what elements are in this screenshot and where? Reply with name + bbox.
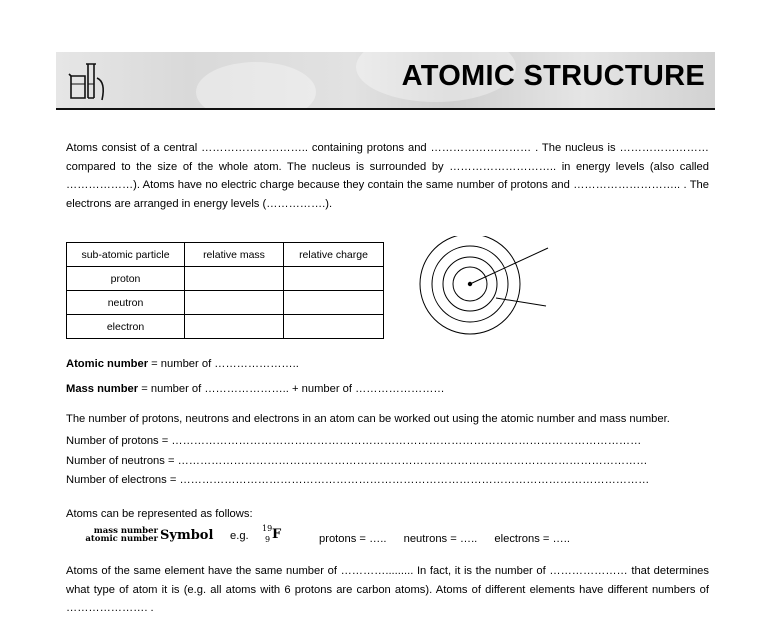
table-row — [67, 267, 384, 291]
table-cell: electron — [67, 315, 185, 339]
table-cell[interactable] — [185, 315, 284, 339]
nuclide-notation — [76, 527, 216, 547]
example-counts — [319, 533, 584, 545]
column-header: relative mass — [185, 243, 284, 267]
protons-count: protons = ….. — [319, 533, 387, 545]
column-header: relative charge — [284, 243, 384, 267]
number-of-protons-line: Number of protons = ……………………………………………………………………………………………………………… — [66, 435, 642, 447]
lab-glassware-icon — [66, 60, 108, 102]
symbol-text: Symbol — [160, 528, 214, 543]
fluorine-example — [262, 524, 288, 548]
representation-intro: Atoms can be represented as follows: — [66, 508, 253, 520]
atomic-number-text: atomic number — [85, 534, 158, 544]
mass-number-blank: = number of ………………….. + number of …………………… — [138, 383, 445, 395]
table-row — [67, 315, 384, 339]
neutrons-count: neutrons = ….. — [403, 533, 478, 545]
number-of-neutrons-line: Number of neutrons = ……………………………………………………………………………………………………………… — [66, 455, 648, 467]
mass-number-definition — [66, 382, 445, 397]
table-cell[interactable] — [185, 267, 284, 291]
table-cell[interactable] — [284, 267, 384, 291]
number-of-electrons-line: Number of electrons = ……………………………………………………………………………………………………………… — [66, 474, 650, 486]
working-out-intro: The number of protons, neutrons and electrons in an atom can be worked out using the atomic number and mass number. — [66, 413, 670, 425]
table-header-row — [67, 243, 384, 267]
table-cell[interactable] — [185, 291, 284, 315]
page-header — [56, 52, 715, 110]
intro-paragraph: Atoms consist of a central ……………………….. containing protons and ……………………… . The nucleus is …………………… compared to the size of the whole atom. The nucleus is surrounded by ……………………….. in energy levels (also called ………………). Atoms have no electric charge because they contain the same number of protons and ……………………….. . The electrons are arranged in energy levels (…………….). — [66, 142, 709, 210]
closing-paragraph: Atoms of the same element have the same number of …………......... In fact, it is the number of ………………… that determines what type of atom it is (e.g. all atoms with 6 protons are carbon atoms). Atoms of different elements have different numbers of …………………. . — [66, 565, 709, 614]
electrons-count: electrons = ….. — [494, 533, 570, 545]
atomic-number-blank: = number of ………………….. — [148, 358, 299, 370]
particle-table — [66, 242, 384, 339]
table-cell: neutron — [67, 291, 185, 315]
table-row — [67, 291, 384, 315]
atomic-number-definition — [66, 357, 299, 372]
example-atomic-number: 9 — [265, 535, 271, 544]
page-title: ATOMIC STRUCTURE — [401, 60, 705, 92]
mass-number-text: mass number — [93, 526, 158, 536]
header-texture — [196, 62, 316, 110]
table-cell[interactable] — [284, 291, 384, 315]
example-mass-number: 19 — [262, 524, 273, 533]
example-label: e.g. — [230, 530, 249, 542]
atomic-number-label: Atomic number — [66, 358, 149, 370]
table-cell: proton — [67, 267, 185, 291]
atom-diagram — [418, 236, 553, 336]
example-element-symbol: F — [272, 527, 282, 542]
column-header: sub-atomic particle — [67, 243, 185, 267]
mass-number-label: Mass number — [66, 383, 139, 395]
table-cell[interactable] — [284, 315, 384, 339]
